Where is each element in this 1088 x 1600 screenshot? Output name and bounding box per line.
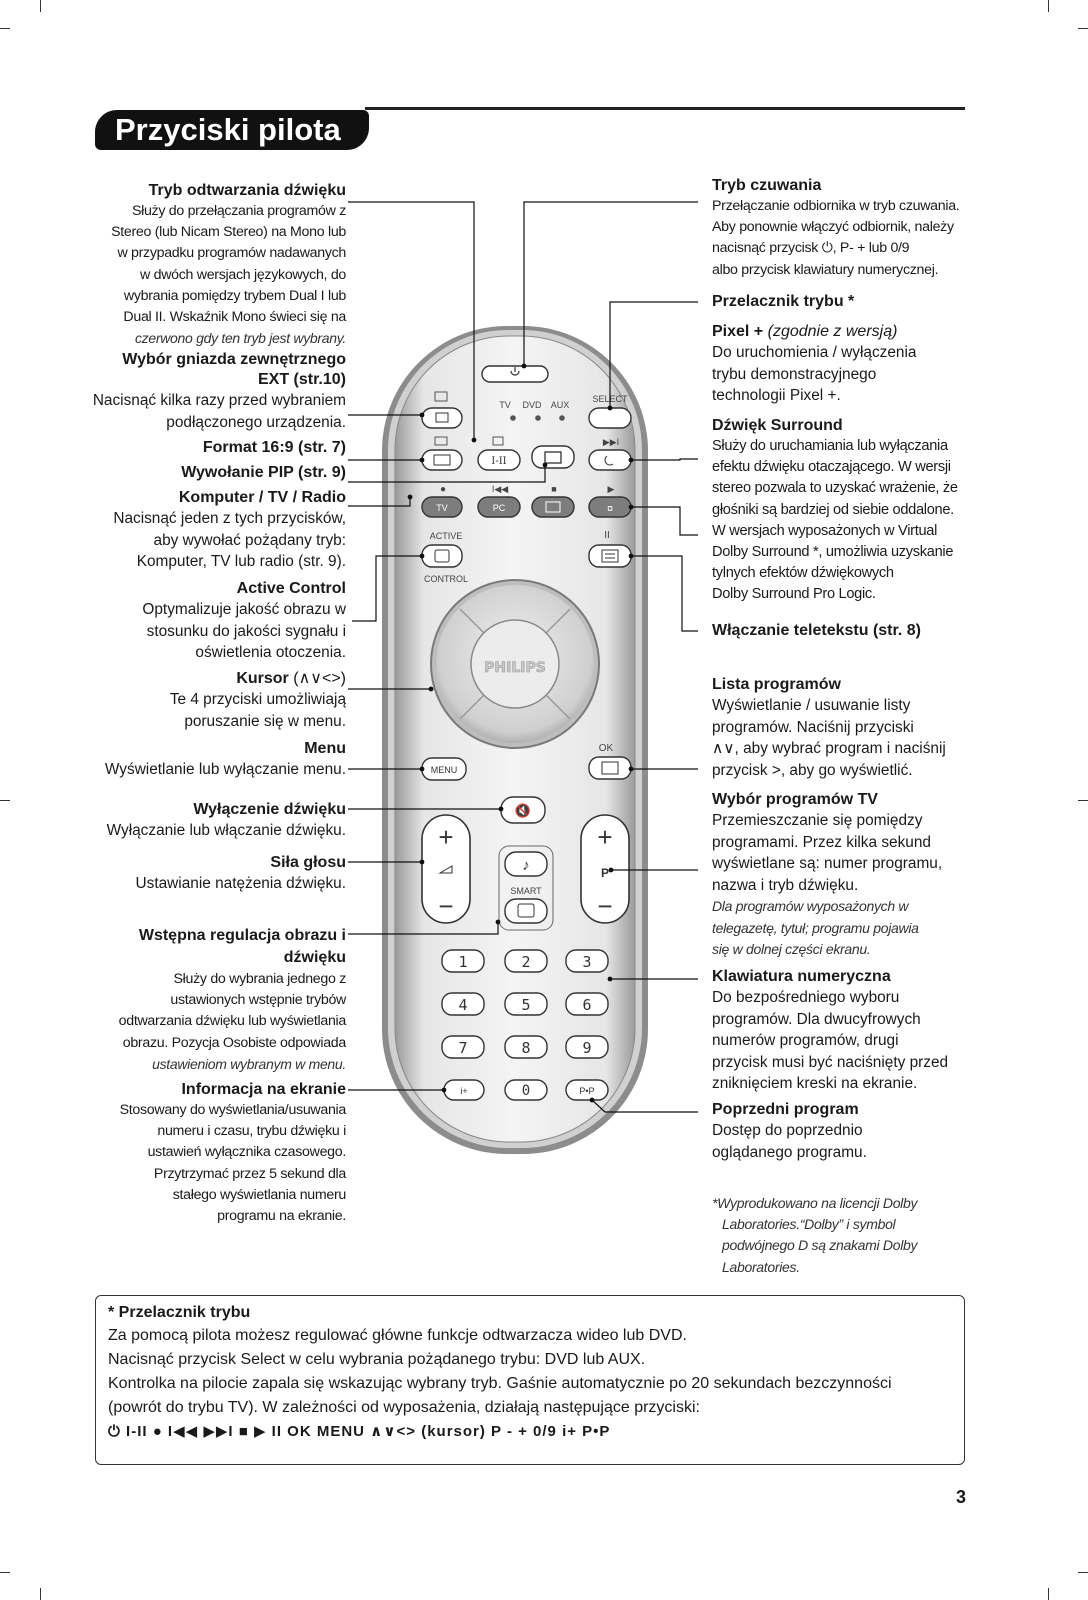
svg-text:TV: TV [436, 503, 448, 513]
digit-label: 1 [458, 953, 468, 971]
digit-label: 5 [521, 996, 531, 1014]
left-descriptions [50, 181, 346, 349]
volume-heading: Siła głosu [270, 854, 346, 871]
box-heading: * Przelacznik trybu [108, 1304, 251, 1321]
previous-section [712, 1100, 1002, 1163]
pixel-plus-button [589, 450, 631, 470]
svg-text:PC: PC [492, 503, 506, 513]
dvd-led [535, 415, 541, 421]
dvd-mode-label: DVD [522, 400, 542, 410]
numpad-section [712, 967, 1002, 1095]
tv-program-heading: Wybór programów TV [712, 791, 878, 808]
program-list-section [712, 675, 1002, 781]
page-title: Przyciski pilota [95, 110, 369, 150]
program-list-heading: Lista programów [712, 676, 841, 693]
teletext-button [589, 545, 631, 567]
svg-text:●: ● [439, 484, 447, 495]
active-heading: Active Control [236, 580, 346, 597]
info-heading: Informacja na ekranie [181, 1081, 346, 1098]
standby-text: Przełączanie odbiornika w tryb czuwania. Aby ponownie włączyć odbiornik, należy nacisnąć przycisk ⏻, P- + lub 0/9 albo przycisk klawiatury numerycznej. [712, 198, 960, 278]
ok-button [589, 757, 631, 779]
digit-label: 2 [521, 953, 531, 971]
pixel-heading: Pixel + [712, 323, 764, 340]
komputer-section [50, 488, 346, 573]
mute-icon: 🔇 [514, 803, 532, 818]
menu-section [50, 739, 346, 781]
ext-section [50, 350, 346, 433]
select-label: SELECT [592, 394, 628, 404]
standby-section [712, 176, 1002, 281]
brand-logo: PHILIPS [484, 660, 546, 676]
info-section [50, 1080, 346, 1227]
tv-program-note: Dla programów wyposażonych w telegazetę, tytuł; programu pojawia się w dolnej części ekranu. [712, 898, 919, 957]
svg-text:0: 0 [521, 1083, 531, 1099]
sound-mode-text: Służy do przełączania programów z Stereo (lub Nicam Stereo) na Mono lub w przypadku programów nadawanych w dwóch wersjach językowych, do wybrania pomiędzy trybem Dual I lub Dual II. Wskaźnik Mono świeci się na czerwono gdy ten tryb jest wybrany. [111, 203, 346, 347]
box-line: Nacisnąć przycisk Select w celu wybrania pożądanego trybu: DVD lub AUX. [108, 1351, 646, 1368]
select-button [589, 408, 631, 428]
svg-text:i+: i+ [460, 1086, 468, 1096]
digit-label: 4 [458, 996, 468, 1014]
aux-mode-label: AUX [550, 400, 570, 410]
tv-program-text: Przemieszczanie się pomiędzy programami. Przez kilka sekund wyświetlane są: numer programu, nazwa i tryb dźwięku. [712, 812, 943, 894]
volume-section [50, 853, 346, 895]
tv-program-section [712, 790, 1002, 960]
numpad-text: Do bezpośredniego wyboru programów. Dla dwucyfrowych numerów programów, drugi przycisk musi być naciśnięty przed zniknięciem kreski na ekranie. [712, 989, 949, 1093]
smart-label: SMART [510, 886, 542, 896]
ext-heading: Wybór gniazda zewnętrznego EXT (str.10) [122, 351, 346, 388]
mute-section [50, 800, 346, 842]
svg-text:■: ■ [551, 484, 557, 494]
svg-text:▶: ▶ [607, 484, 615, 494]
ext-button [422, 408, 462, 428]
smart-picture-button [505, 899, 547, 923]
tv-mode-label: TV [499, 400, 511, 410]
komputer-heading: Komputer / TV / Radio [178, 489, 346, 506]
mode-switch-heading: Przelacznik trybu * [712, 293, 855, 310]
mode-switch-box [95, 1295, 965, 1465]
standby-heading: Tryb czuwania [712, 177, 822, 194]
smart-section [50, 925, 346, 1075]
digit-label: 9 [582, 1039, 592, 1057]
pixel-version: (zgodnie z wersją) [767, 323, 898, 340]
box-line: (powrót do trybu TV). W zależności od wyposażenia, działają następujące przyciski: [108, 1399, 700, 1416]
menu-heading: Menu [304, 740, 346, 757]
smart-text: Służy do wybrania jednego z ustawionych wstępnie trybów odtwarzania dźwięku lub wyświetlania obrazu. Pozycja Osobiste odpowiada ustawieniom wybranym w menu. [118, 971, 346, 1072]
svg-text:P•P: P•P [579, 1086, 595, 1096]
surround-text: Służy do uruchamiania lub wyłączania efektu dźwięku otaczającego. W wersji stereo pozwala to uzyskać wrażenie, że głośniki są bardziej od siebie oddalone. W wersjach wyposażonych w Virtual Dolby Surround *, umożliwia uzyskanie tylnych efektów dźwiękowych Dolby Surround Pro Logic. [712, 438, 958, 603]
komputer-text: Nacisnąć jeden z tych przycisków, aby wywołać pożądany tryb: Komputer, TV lub radio (str. 9). [113, 510, 346, 571]
previous-heading: Poprzedni program [712, 1101, 859, 1118]
volume-text: Ustawianie natężenia dźwięku. [135, 875, 346, 892]
tv-led [510, 415, 516, 421]
pixel-section [712, 322, 1002, 407]
control-label: CONTROL [423, 574, 469, 584]
mute-heading: Wyłączenie dźwięku [193, 801, 346, 818]
digit-label: 6 [582, 996, 592, 1014]
kursor-text: Te 4 przyciski umożliwiają poruszanie się w menu. [169, 691, 346, 730]
box-line: Za pomocą pilota możesz regulować główne funkcje odtwarzacza wideo lub DVD. [108, 1327, 687, 1344]
info-text: Stosowany do wyświetlania/usuwania numeru i czasu, trybu dźwięku i ustawień wyłącznika czasowego. Przytrzymać przez 5 sekund dla stałego wyświetlania numeru programu na ekranie. [119, 1102, 346, 1225]
numpad-heading: Klawiatura numeryczna [712, 968, 891, 985]
kursor-arrows: (∧∨<>) [293, 670, 346, 687]
program-list-text: Wyświetlanie / usuwanie listy programów. Naciśnij przyciski ∧∨, aby wybrać program i naciśnij przycisk >, aby go wyświetlić. [712, 697, 946, 779]
format-heading: Format 16:9 (str. 7) [202, 439, 346, 456]
surround-heading: Dźwięk Surround [712, 417, 843, 434]
previous-text: Dostęp do poprzednio oglądanego programu. [712, 1122, 867, 1161]
pause-icon: II [604, 530, 610, 541]
mute-text: Wyłączanie lub włączanie dźwięku. [106, 822, 346, 839]
sound-mode-heading: Tryb odtwarzania dźwięku [148, 182, 346, 199]
surround-section [712, 416, 1002, 606]
kursor-heading: Kursor [236, 670, 289, 687]
svg-text:I-II: I-II [491, 456, 507, 467]
ext-text: Nacisnąć kilka razy przed wybraniem podłączonego urządzenia. [92, 392, 346, 431]
digit-label: 7 [458, 1039, 468, 1057]
digit-label: 8 [521, 1039, 531, 1057]
smart-heading: Wstępna regulacja obrazu i dźwięku [138, 927, 346, 966]
box-symbols: ⏻ I-II ● I◀◀ ▶▶I ■ ▶ II OK MENU ∧∨<> (kursor) P - + 0/9 i+ P•P [108, 1423, 611, 1440]
note-icon: ♪ [522, 857, 530, 874]
format-button [422, 450, 462, 470]
teletext-heading: Włączanie teletekstu (str. 8) [712, 622, 921, 639]
pixel-text: Do uruchomienia / wyłączenia trybu demonstracyjnego technologii Pixel +. [712, 344, 917, 405]
active-label: ACTIVE [429, 531, 463, 541]
digit-label: 3 [582, 953, 592, 971]
active-text: Optymalizuje jakość obrazu w stosunku do jakości sygnału i oświetlenia otoczenia. [142, 601, 346, 662]
svg-text:−: − [597, 891, 613, 921]
number-pad [442, 950, 608, 1058]
kursor-section [50, 669, 346, 732]
ok-label: OK [598, 743, 614, 754]
next-icon: ▶▶I [602, 437, 620, 447]
svg-text:+: + [438, 822, 454, 852]
menu-text: Wyświetlanie lub wyłączanie menu. [104, 761, 346, 778]
svg-text:MENU: MENU [430, 765, 458, 775]
box-line: Kontrolka na pilocie zapala się wskazując wybrany tryb. Gaśnie automatycznie po 20 sekundach bezczynności [108, 1375, 892, 1392]
active-section [50, 579, 346, 664]
pip-heading: Wywołanie PIP (str. 9) [181, 464, 346, 481]
svg-text:I◀◀: I◀◀ [491, 484, 509, 494]
page-number: 3 [956, 1487, 967, 1507]
dolby-footnote: *Wyprodukowano na licencji Dolby Laboratories.“Dolby” i symbol podwójnego D są znakami Dolby Laboratories. [712, 1195, 918, 1275]
pip-button [532, 446, 574, 468]
active-control-button [422, 545, 462, 567]
svg-text:¤: ¤ [606, 503, 614, 515]
svg-text:−: − [438, 891, 454, 921]
svg-text:P: P [600, 866, 610, 880]
svg-text:+: + [597, 822, 613, 852]
radio-button [532, 497, 574, 517]
aux-led [559, 415, 565, 421]
